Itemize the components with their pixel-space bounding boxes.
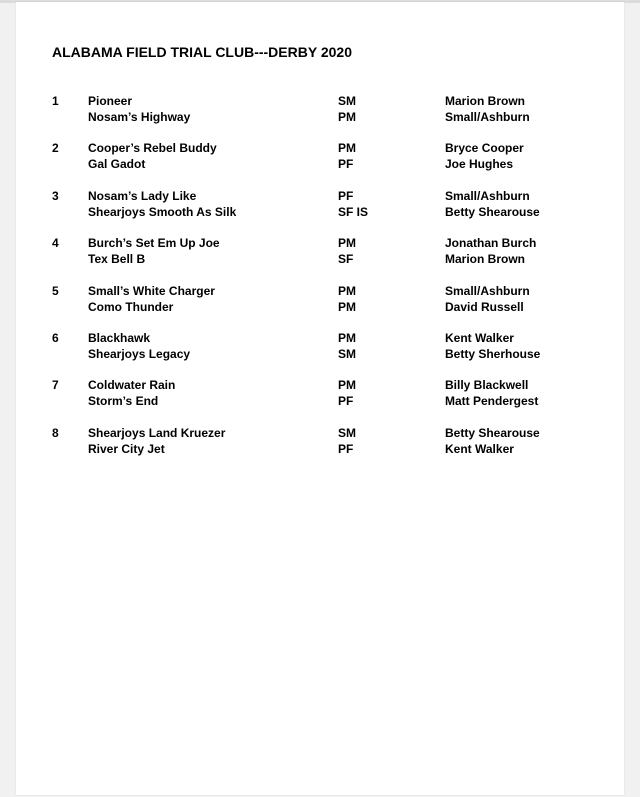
dog-name: Blackhawk — [88, 331, 151, 345]
dog-designation: SM — [338, 94, 356, 108]
brace-row — [16, 283, 624, 299]
dog-designation: PF — [338, 157, 354, 172]
brace-row — [16, 346, 624, 362]
owner-name: Small/Ashburn — [445, 283, 530, 298]
dog-designation: PM — [338, 141, 356, 156]
dog-designation: SF IS — [338, 204, 369, 219]
owner-name: Billy Blackwell — [445, 378, 529, 393]
dog-designation: PM — [338, 378, 356, 393]
brace-number: 1 — [52, 94, 59, 108]
brace-row — [16, 204, 624, 220]
owner-name: Betty Shearouse — [445, 425, 540, 440]
dog-designation: SM — [338, 425, 356, 440]
dog-name: Pioneer — [88, 94, 133, 108]
dog-designation: PM — [338, 236, 356, 251]
dog-name: Coldwater Rain — [88, 378, 176, 393]
brace-row — [16, 109, 624, 125]
dog-name: Nosam’s Lady Like — [88, 188, 197, 203]
brace-row — [16, 425, 624, 441]
brace-row — [16, 393, 624, 409]
brace-row — [16, 251, 624, 267]
owner-name: Small/Ashburn — [445, 110, 530, 124]
dog-designation: PF — [338, 188, 354, 203]
dog-name: Shearjoys Land Kruezer — [88, 425, 226, 440]
brace-number: 3 — [52, 188, 59, 203]
dog-name: Cooper’s Rebel Buddy — [88, 141, 217, 156]
brace-number: 5 — [52, 283, 59, 298]
brace-number: 4 — [52, 236, 59, 251]
dog-name: Small’s White Charger — [88, 283, 215, 298]
dog-name: Como Thunder — [88, 299, 174, 314]
owner-name: Marion Brown — [445, 252, 525, 267]
brace-row — [16, 377, 624, 393]
dog-designation: PM — [338, 283, 356, 298]
owner-name: Small/Ashburn — [445, 188, 530, 203]
owner-name: Kent Walker — [445, 441, 514, 456]
dog-designation: PM — [338, 110, 356, 124]
dog-designation: SF — [338, 252, 354, 267]
brace-number: 2 — [52, 141, 59, 156]
owner-name: Bryce Cooper — [445, 141, 524, 156]
dog-designation: PF — [338, 441, 354, 456]
document-title: ALABAMA FIELD TRIAL CLUB---DERBY 2020 — [52, 44, 352, 60]
brace-row — [16, 441, 624, 457]
dog-name: Shearjoys Smooth As Silk — [88, 204, 237, 219]
brace-number: 8 — [52, 425, 59, 440]
brace-row — [16, 156, 624, 172]
document-page — [16, 2, 624, 795]
dog-name: Gal Gadot — [88, 157, 146, 172]
dog-name: Storm’s End — [88, 394, 159, 409]
dog-name: Burch’s Set Em Up Joe — [88, 236, 220, 251]
owner-name: Matt Pendergest — [445, 394, 539, 409]
dog-designation: PM — [338, 299, 356, 314]
dog-designation: PF — [338, 394, 354, 409]
brace-number: 7 — [52, 378, 59, 393]
brace-number: 6 — [52, 331, 59, 345]
owner-name: Betty Shearouse — [445, 204, 540, 219]
brace-row — [16, 140, 624, 156]
brace-row — [16, 93, 624, 109]
brace-row — [16, 235, 624, 251]
brace-row — [16, 188, 624, 204]
owner-name: David Russell — [445, 299, 524, 314]
owner-name: Marion Brown — [445, 94, 525, 108]
dog-designation: PM — [338, 331, 356, 345]
owner-name: Joe Hughes — [445, 157, 514, 172]
dog-name: River City Jet — [88, 441, 165, 456]
brace-row — [16, 330, 624, 346]
owner-name: Betty Sherhouse — [445, 347, 541, 361]
dog-name: Shearjoys Legacy — [88, 347, 191, 361]
dog-designation: SM — [338, 347, 356, 361]
owner-name: Jonathan Burch — [445, 236, 537, 251]
dog-name: Tex Bell B — [88, 252, 146, 267]
owner-name: Kent Walker — [445, 331, 514, 345]
dog-name: Nosam’s Highway — [88, 110, 191, 124]
brace-row — [16, 299, 624, 315]
